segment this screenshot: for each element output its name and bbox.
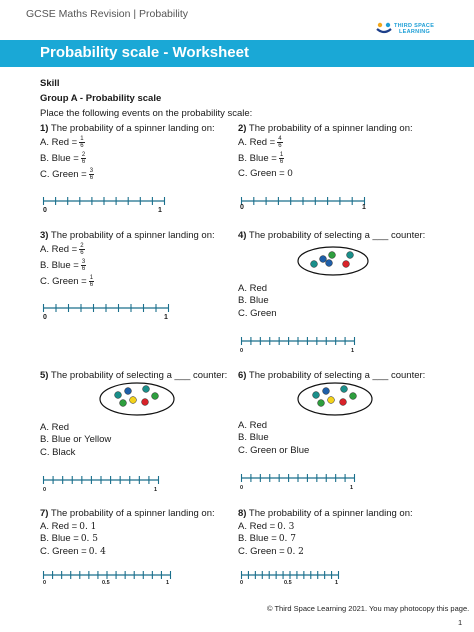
counter-bag-4: [296, 245, 370, 277]
title-banner: [0, 40, 474, 67]
question-3-option-a: A. Red = $\frac{2}{6}$: [40, 243, 84, 256]
scale-label-1: 1: [154, 487, 158, 493]
scale-label-0: 0: [240, 485, 244, 491]
red-counter: [340, 399, 347, 406]
question-8-option-c: C. Green = 0. 2: [238, 546, 304, 557]
group-heading: Group A - Probability scale: [40, 93, 162, 104]
scale-label-half: 0.5: [284, 580, 292, 586]
question-1-probability-scale[interactable]: [42, 195, 166, 207]
question-3-probability-scale[interactable]: [42, 302, 170, 314]
question-5-option-c: C. Black: [40, 447, 76, 458]
question-4-probability-scale[interactable]: [240, 335, 356, 347]
question-5-probability-scale[interactable]: [42, 474, 160, 486]
teal-counter: [313, 392, 320, 399]
question-2: 2) The probability of a spinner landing on:: [238, 123, 413, 134]
question-2-option-b: B. Blue = $\frac{1}{6}$: [238, 152, 284, 165]
bag-outline: [100, 383, 174, 415]
counter-bag-6: [296, 381, 374, 417]
question-1-option-a: A. Red = $\frac{1}{6}$: [40, 136, 84, 149]
question-6-option-b: B. Blue: [238, 432, 269, 443]
question-8-option-a: A. Red = 0. 3: [238, 521, 295, 532]
question-5-option-a: A. Red: [40, 422, 70, 433]
question-4-option-c: C. Green: [238, 308, 277, 319]
blue-counter: [326, 260, 333, 267]
question-4-option-a: A. Red: [238, 283, 268, 294]
question-7-option-a: A. Red = 0. 1: [40, 521, 97, 532]
scale-label-1: 1: [166, 580, 170, 586]
yellow-counter: [130, 397, 137, 404]
question-5-option-b: B. Blue or Yellow: [40, 434, 112, 445]
question-7-option-c: C. Green = 0. 4: [40, 546, 106, 557]
scale-label-0: 0: [240, 348, 244, 354]
scale-label-1: 1: [164, 314, 168, 321]
green-counter: [329, 252, 336, 259]
question-3: 3) The probability of a spinner landing on:: [40, 230, 215, 241]
blue-counter: [320, 256, 327, 263]
scale-label-half: 0.5: [102, 580, 110, 586]
question-1-option-b: B. Blue = $\frac{2}{6}$: [40, 152, 86, 165]
scale-label-0: 0: [43, 487, 47, 493]
teal-counter: [311, 261, 318, 268]
scale-label-1: 1: [158, 207, 162, 214]
question-6-probability-scale[interactable]: [240, 472, 356, 484]
green-counter: [120, 400, 127, 407]
scale-label-1: 1: [362, 204, 366, 211]
teal-counter: [115, 392, 122, 399]
bag-outline: [298, 247, 368, 275]
bag-outline: [298, 383, 372, 415]
logo-text: THIRD SPACE LEARNING: [394, 23, 435, 35]
teal-counter: [347, 252, 354, 259]
breadcrumb: GCSE Maths Revision | Probability: [26, 8, 189, 20]
question-7-option-b: B. Blue = 0. 5: [40, 533, 99, 544]
question-6: 6) The probability of selecting a ___ counter:: [238, 370, 426, 381]
question-5: 5) The probability of selecting a ___ counter:: [40, 370, 228, 381]
green-counter: [152, 393, 159, 400]
green-counter: [350, 393, 357, 400]
green-counter: [318, 400, 325, 407]
scale-label-0: 0: [43, 207, 47, 214]
question-6-option-c: C. Green or Blue: [238, 445, 310, 456]
question-8: 8) The probability of a spinner landing on:: [238, 508, 413, 519]
question-2-option-a: A. Red = $\frac{4}{6}$: [238, 136, 282, 149]
question-2-option-c: C. Green = 0: [238, 168, 293, 179]
scale-label-1: 1: [335, 580, 339, 586]
question-3-option-b: B. Blue = $\frac{3}{6}$: [40, 259, 86, 272]
question-1-option-c: C. Green = $\frac{3}{6}$: [40, 168, 94, 181]
copyright-footer: © Third Space Learning 2021. You may photocopy this page.: [267, 604, 470, 613]
instruction-text: Place the following events on the probability scale:: [40, 108, 253, 119]
yellow-counter: [328, 397, 335, 404]
question-1: 1) The probability of a spinner landing on:: [40, 123, 215, 134]
question-6-option-a: A. Red: [238, 420, 268, 431]
counter-bag-5: [98, 381, 176, 417]
scale-label-0: 0: [43, 580, 47, 586]
question-3-option-c: C. Green = $\frac{1}{6}$: [40, 275, 94, 288]
scale-label-0: 0: [240, 580, 244, 586]
scale-label-0: 0: [43, 314, 47, 321]
red-counter: [343, 261, 350, 268]
scale-label-1: 1: [350, 485, 354, 491]
red-counter: [142, 399, 149, 406]
scale-label-0: 0: [240, 204, 244, 211]
top-bar: [0, 0, 474, 40]
question-4: 4) The probability of selecting a ___ counter:: [238, 230, 426, 241]
teal-counter: [143, 386, 150, 393]
scale-label-1: 1: [351, 348, 355, 354]
teal-counter: [341, 386, 348, 393]
question-2-probability-scale[interactable]: [240, 195, 366, 207]
third-space-learning-logo-icon: [376, 21, 392, 35]
page-number: 1: [458, 618, 463, 627]
page-title: Probability scale - Worksheet: [40, 44, 249, 61]
blue-counter: [323, 388, 330, 395]
question-7: 7) The probability of a spinner landing on:: [40, 508, 215, 519]
question-4-option-b: B. Blue: [238, 295, 269, 306]
blue-counter: [125, 388, 132, 395]
skill-heading: Skill: [40, 78, 60, 89]
question-8-option-b: B. Blue = 0. 7: [238, 533, 297, 544]
